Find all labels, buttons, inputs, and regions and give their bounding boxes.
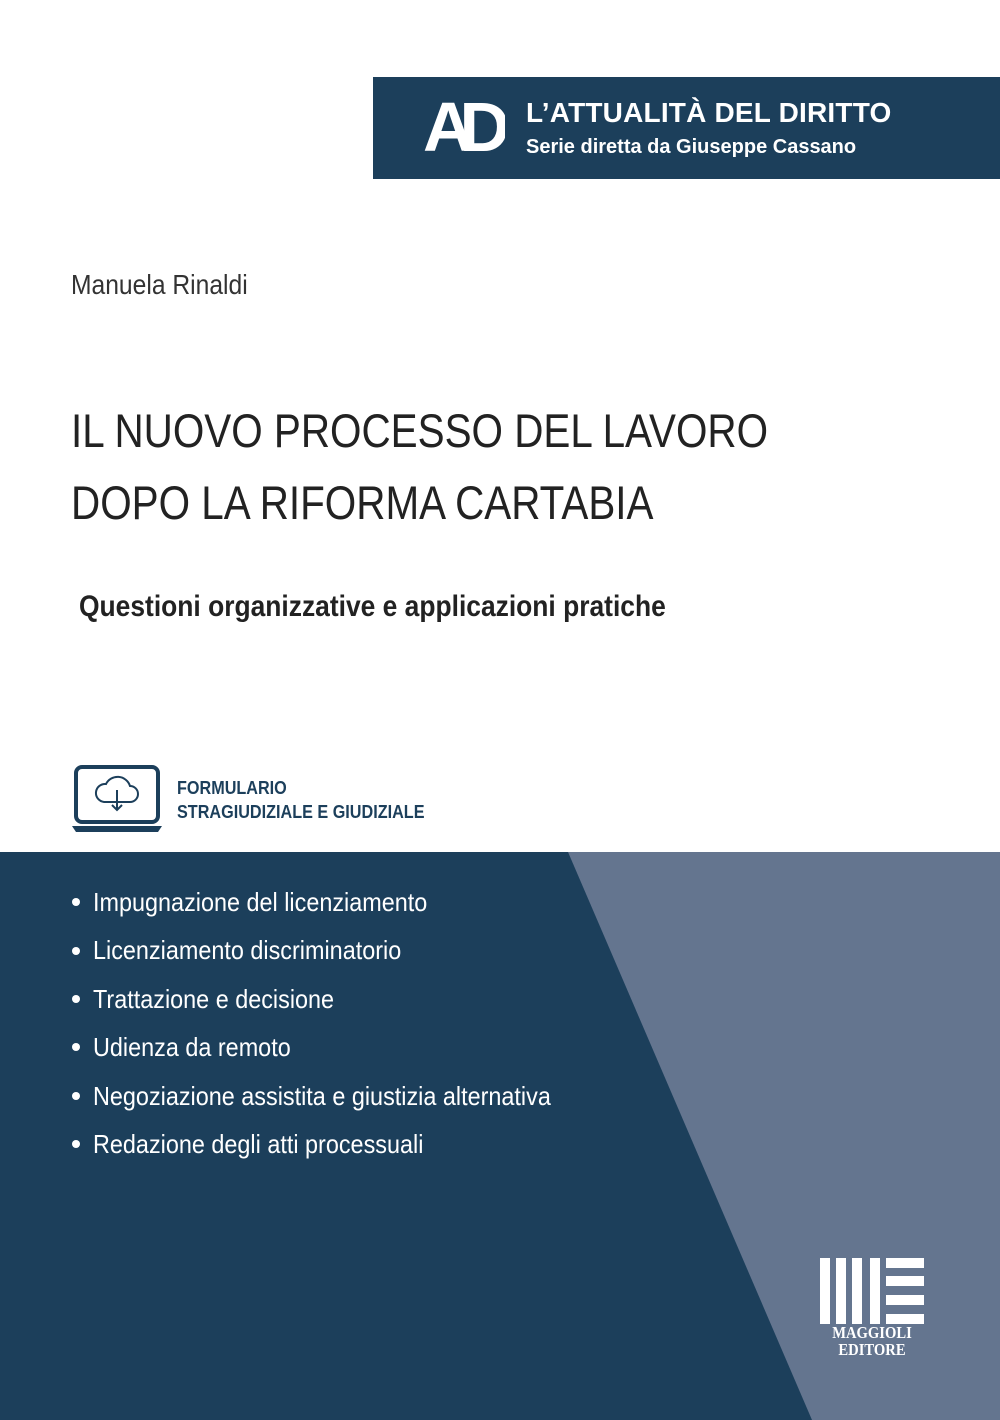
book-subtitle: Questioni organizzative e applicazioni pratiche: [79, 590, 666, 623]
bullet-icon: [72, 1092, 80, 1100]
formulario-line-2: STRAGIUDIZIALE E GIUDIZIALE: [177, 802, 425, 822]
publisher-line-1: MAGGIOLI: [832, 1323, 912, 1342]
topic-item: Udienza da remoto: [72, 1023, 602, 1071]
formulario-line-1: FORMULARIO: [177, 778, 287, 798]
book-title: [71, 395, 768, 539]
topic-item: Trattazione e decisione: [72, 975, 602, 1023]
topic-item: Redazione degli atti processuali: [72, 1120, 602, 1168]
bullet-icon: [72, 898, 80, 906]
formulario-label: [177, 776, 425, 824]
publisher-logo-icon: [820, 1258, 924, 1324]
author-name: Manuela Rinaldi: [71, 269, 248, 300]
series-band: [373, 77, 1000, 179]
bullet-icon: [72, 1140, 80, 1148]
bullet-icon: [72, 947, 80, 955]
publisher-name: [816, 1324, 928, 1358]
bullet-icon: [72, 1043, 80, 1051]
publisher-line-2: EDITORE: [838, 1340, 906, 1359]
book-title-line-2: DOPO LA RIFORMA CARTABIA: [71, 476, 654, 529]
topic-item: Licenziamento discriminatorio: [72, 926, 602, 974]
series-subtitle: Serie diretta da Giuseppe Cassano: [526, 136, 857, 158]
topic-list: [72, 878, 602, 1168]
topic-item: Impugnazione del licenziamento: [72, 878, 602, 926]
topic-item: Negoziazione assistita e giustizia alternativa: [72, 1072, 602, 1120]
series-logo: [423, 95, 505, 159]
laptop-cloud-download-icon: [70, 764, 164, 834]
book-title-line-1: IL NUOVO PROCESSO DEL LAVORO: [71, 404, 769, 457]
series-title: L’ATTUALITÀ DEL DIRITTO: [526, 97, 892, 128]
bullet-icon: [72, 995, 80, 1003]
svg-text:AD: AD: [423, 95, 497, 159]
